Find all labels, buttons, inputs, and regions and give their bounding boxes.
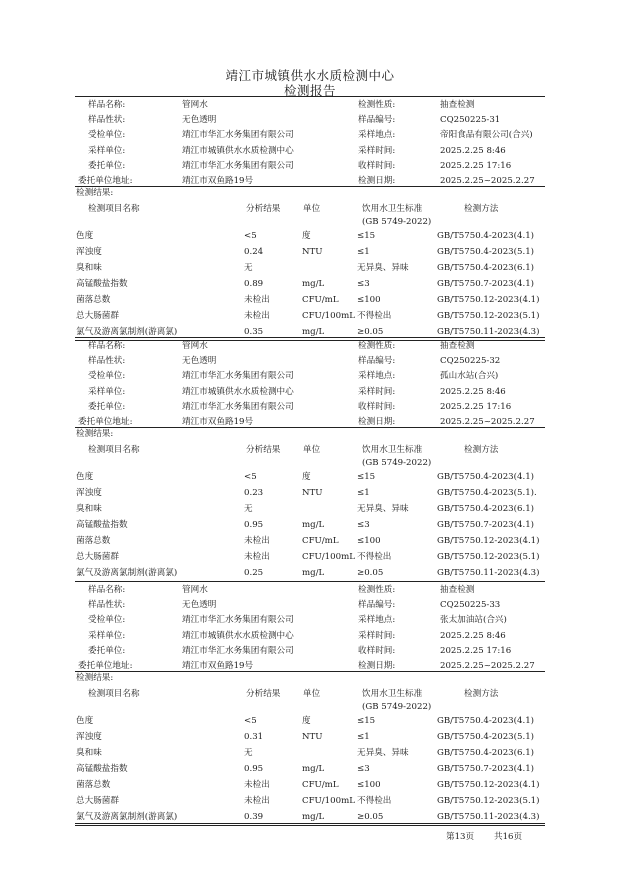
cell-method: GB/T5750.7-2023(4.1) (437, 520, 535, 530)
cell-result: 未检出 (244, 536, 270, 546)
cell-unit: CFU/mL (302, 780, 339, 790)
field-value-sample-name: 管网水 (182, 100, 208, 110)
field-value-sampling-unit: 靖江市城镇供水水质检测中心 (182, 630, 294, 641)
field-label-test-date: 检测日期: (358, 661, 396, 671)
field-label-client: 委托单位: (88, 401, 126, 412)
section-info-rule (75, 186, 545, 187)
field-value-sampling-site: 张太加油站(合兴) (440, 615, 507, 626)
cell-standard: ≤100 (357, 536, 381, 546)
cell-item: 色度 (76, 231, 94, 241)
col-header-method: 检测方法 (464, 689, 499, 699)
field-label-sample-no: 样品编号: (358, 356, 396, 367)
cell-unit: 度 (302, 231, 311, 241)
field-label-tested-unit: 受检单位: (88, 130, 126, 141)
field-label-test-date: 检测日期: (358, 176, 396, 186)
field-label-tested-unit: 受检单位: (88, 371, 126, 382)
cell-result: 无 (244, 504, 253, 514)
cell-item: 总大肠菌群 (76, 796, 119, 806)
cell-result: 0.95 (244, 520, 264, 530)
cell-unit: CFU/100mL (302, 796, 355, 806)
cell-unit: mg/L (302, 568, 325, 578)
cell-method: GB/T5750.12-2023(4.1) (437, 295, 540, 305)
cell-unit: CFU/100mL (302, 552, 355, 562)
cell-result: 未检出 (244, 295, 270, 305)
cell-unit: mg/L (302, 764, 325, 774)
cell-unit: CFU/mL (302, 536, 339, 546)
results-label: 检测结果: (76, 188, 114, 198)
field-label-client-address: 委托单位地址: (78, 176, 133, 186)
col-header-standard: 饮用水卫生标准 (362, 445, 423, 455)
field-label-sampling-site: 采样地点: (358, 615, 396, 626)
col-header-item: 检测项目名称 (88, 445, 140, 455)
field-value-client-address: 靖江市双鱼路19号 (182, 176, 254, 186)
field-value-sampling-unit: 靖江市城镇供水水质检测中心 (182, 386, 294, 397)
field-label-client: 委托单位: (88, 645, 126, 656)
cell-unit: mg/L (302, 279, 325, 289)
field-label-test-nature: 检测性质: (358, 100, 396, 110)
col-header-unit: 单位 (303, 204, 321, 214)
cell-result: 0.89 (244, 279, 264, 289)
cell-unit: NTU (302, 247, 323, 257)
field-label-sample-state: 样品性状: (88, 115, 126, 126)
col-header-unit: 单位 (303, 445, 321, 455)
col-header-method: 检测方法 (464, 204, 499, 214)
field-value-test-date: 2025.2.25~2025.2.27 (440, 176, 535, 186)
section-bottom-rule (75, 825, 545, 826)
section-top-rule (75, 337, 545, 338)
cell-item: 总大肠菌群 (76, 311, 119, 321)
col-header-standard-sub: (GB 5749-2022) (362, 458, 432, 468)
field-value-sampling-time: 2025.2.25 8:46 (440, 145, 506, 156)
cell-method: GB/T5750.7-2023(4.1) (437, 279, 535, 289)
field-label-tested-unit: 受检单位: (88, 615, 126, 626)
section-top-rule (75, 581, 545, 582)
field-value-test-nature: 抽查检测 (440, 341, 475, 351)
cell-item: 菌落总数 (76, 295, 111, 305)
section-top-rule (75, 96, 545, 97)
cell-method: GB/T5750.7-2023(4.1) (437, 764, 535, 774)
cell-unit: NTU (302, 732, 323, 742)
field-value-sample-no: CQ250225-31 (440, 115, 501, 126)
field-value-sample-state: 无色透明 (182, 600, 217, 611)
field-value-test-nature: 抽查检测 (440, 100, 475, 110)
cell-standard: ≤100 (357, 780, 381, 790)
cell-unit: mg/L (302, 812, 325, 822)
field-label-sampling-site: 采样地点: (358, 371, 396, 382)
section-info-rule (75, 671, 545, 672)
report-title: 靖江市城镇供水水质检测中心 (225, 68, 395, 83)
cell-result: <5 (244, 472, 257, 482)
cell-result: 未检出 (244, 796, 270, 806)
cell-result: <5 (244, 716, 257, 726)
field-label-client-address: 委托单位地址: (78, 661, 133, 671)
cell-item: 色度 (76, 716, 94, 726)
cell-item: 菌落总数 (76, 780, 111, 790)
cell-item: 浑浊度 (76, 732, 102, 742)
results-label: 检测结果: (76, 429, 114, 439)
cell-item: 浑浊度 (76, 247, 102, 257)
cell-standard: ≤15 (357, 231, 376, 241)
field-value-sampling-time: 2025.2.25 8:46 (440, 630, 506, 641)
footer-rule (75, 823, 545, 824)
field-label-receive-time: 收样时间: (358, 160, 396, 171)
cell-method: GB/T5750.4-2023(6.1) (437, 504, 535, 514)
cell-standard: ≥0.05 (357, 568, 384, 578)
field-value-sampling-unit: 靖江市城镇供水水质检测中心 (182, 145, 294, 156)
field-value-receive-time: 2025.2.25 17:16 (440, 401, 512, 412)
cell-unit: CFU/100mL (302, 311, 355, 321)
cell-unit: NTU (302, 488, 323, 498)
cell-standard: ≤1 (357, 488, 370, 498)
cell-standard: ≤15 (357, 472, 376, 482)
col-header-standard-sub: (GB 5749-2022) (362, 702, 432, 712)
page-total: 共16页 (494, 832, 523, 842)
field-label-receive-time: 收样时间: (358, 401, 396, 412)
cell-standard: ≤3 (357, 764, 370, 774)
cell-standard: ≥0.05 (357, 812, 384, 822)
section-info-rule (75, 427, 545, 428)
field-label-sample-name: 样品名称: (88, 585, 126, 595)
cell-item: 氯气及游离氯制剂(游离氯) (76, 812, 178, 822)
field-value-client: 靖江市华汇水务集团有限公司 (182, 401, 294, 412)
cell-result: 无 (244, 748, 253, 758)
cell-standard: 无异臭、异味 (357, 748, 409, 758)
col-header-standard: 饮用水卫生标准 (362, 204, 423, 214)
field-label-sample-name: 样品名称: (88, 341, 126, 351)
cell-result: <5 (244, 231, 257, 241)
cell-method: GB/T5750.12-2023(5.1) (437, 311, 540, 321)
cell-item: 高锰酸盐指数 (76, 764, 128, 774)
cell-method: GB/T5750.12-2023(5.1) (437, 796, 540, 806)
cell-standard: 无异臭、异味 (357, 263, 409, 273)
cell-method: GB/T5750.12-2023(5.1) (437, 552, 540, 562)
field-value-sample-state: 无色透明 (182, 356, 217, 367)
field-value-tested-unit: 靖江市华汇水务集团有限公司 (182, 615, 294, 626)
field-label-sampling-site: 采样地点: (358, 130, 396, 141)
field-label-sampling-time: 采样时间: (358, 630, 396, 641)
cell-result: 0.35 (244, 327, 264, 337)
cell-standard: ≤100 (357, 295, 381, 305)
field-value-receive-time: 2025.2.25 17:16 (440, 160, 512, 171)
results-label: 检测结果: (76, 673, 114, 683)
cell-item: 臭和味 (76, 263, 102, 273)
field-label-test-nature: 检测性质: (358, 341, 396, 351)
cell-item: 氯气及游离氯制剂(游离氯) (76, 568, 178, 578)
page-number: 第13页 (446, 832, 475, 842)
cell-result: 未检出 (244, 780, 270, 790)
field-value-tested-unit: 靖江市华汇水务集团有限公司 (182, 130, 294, 141)
field-label-sampling-unit: 采样单位: (88, 386, 126, 397)
field-value-sample-state: 无色透明 (182, 115, 217, 126)
field-value-client-address: 靖江市双鱼路19号 (182, 661, 254, 671)
cell-method: GB/T5750.4-2023(4.1) (437, 716, 535, 726)
field-value-sample-no: CQ250225-33 (440, 600, 501, 611)
cell-method: GB/T5750.11-2023(4.3) (437, 327, 540, 337)
field-label-sample-no: 样品编号: (358, 600, 396, 611)
col-header-item: 检测项目名称 (88, 204, 140, 214)
field-value-sampling-site: 帝阳食品有限公司(合兴) (440, 130, 533, 141)
field-value-client: 靖江市华汇水务集团有限公司 (182, 160, 294, 171)
cell-result: 无 (244, 263, 253, 273)
cell-result: 0.95 (244, 764, 264, 774)
field-label-receive-time: 收样时间: (358, 645, 396, 656)
cell-item: 高锰酸盐指数 (76, 279, 128, 289)
field-value-sampling-time: 2025.2.25 8:46 (440, 386, 506, 397)
field-label-test-nature: 检测性质: (358, 585, 396, 595)
cell-result: 0.31 (244, 732, 264, 742)
col-header-item: 检测项目名称 (88, 689, 140, 699)
cell-item: 浑浊度 (76, 488, 102, 498)
cell-standard: ≤1 (357, 732, 370, 742)
cell-result: 0.25 (244, 568, 264, 578)
cell-result: 未检出 (244, 311, 270, 321)
field-value-sample-name: 管网水 (182, 341, 208, 351)
col-header-standard-sub: (GB 5749-2022) (362, 217, 432, 227)
cell-method: GB/T5750.12-2023(4.1) (437, 780, 540, 790)
field-value-client-address: 靖江市双鱼路19号 (182, 417, 254, 427)
field-label-sampling-time: 采样时间: (358, 386, 396, 397)
field-label-sampling-unit: 采样单位: (88, 630, 126, 641)
cell-standard: ≤15 (357, 716, 376, 726)
cell-unit: mg/L (302, 520, 325, 530)
field-value-receive-time: 2025.2.25 17:16 (440, 645, 512, 656)
section-bottom-rule (75, 340, 545, 341)
cell-result: 未检出 (244, 552, 270, 562)
cell-standard: ≤3 (357, 279, 370, 289)
cell-method: GB/T5750.4-2023(4.1) (437, 472, 535, 482)
cell-item: 菌落总数 (76, 536, 111, 546)
cell-method: GB/T5750.4-2023(6.1) (437, 263, 535, 273)
field-label-sample-state: 样品性状: (88, 600, 126, 611)
cell-unit: 度 (302, 716, 311, 726)
cell-unit: 度 (302, 472, 311, 482)
field-value-sample-name: 管网水 (182, 585, 208, 595)
cell-item: 总大肠菌群 (76, 552, 119, 562)
col-header-result: 分析结果 (246, 445, 281, 455)
cell-item: 臭和味 (76, 748, 102, 758)
cell-method: GB/T5750.11-2023(4.3) (437, 568, 540, 578)
cell-method: GB/T5750.4-2023(4.1) (437, 231, 535, 241)
field-value-test-date: 2025.2.25~2025.2.27 (440, 661, 535, 671)
field-value-client: 靖江市华汇水务集团有限公司 (182, 645, 294, 656)
field-label-test-date: 检测日期: (358, 417, 396, 427)
field-value-test-date: 2025.2.25~2025.2.27 (440, 417, 535, 427)
col-header-result: 分析结果 (246, 689, 281, 699)
field-value-tested-unit: 靖江市华汇水务集团有限公司 (182, 371, 294, 382)
cell-result: 0.39 (244, 812, 264, 822)
field-label-sampling-unit: 采样单位: (88, 145, 126, 156)
cell-method: GB/T5750.12-2023(4.1) (437, 536, 540, 546)
field-label-client: 委托单位: (88, 160, 126, 171)
col-header-standard: 饮用水卫生标准 (362, 689, 423, 699)
cell-unit: mg/L (302, 327, 325, 337)
col-header-method: 检测方法 (464, 445, 499, 455)
report-subtitle: 检测报告 (283, 83, 336, 98)
cell-standard: 无异臭、异味 (357, 504, 409, 514)
cell-standard: ≥0.05 (357, 327, 384, 337)
col-header-result: 分析结果 (246, 204, 281, 214)
field-label-sampling-time: 采样时间: (358, 145, 396, 156)
field-value-sample-no: CQ250225-32 (440, 356, 501, 367)
field-label-sample-name: 样品名称: (88, 100, 126, 110)
field-label-sample-state: 样品性状: (88, 356, 126, 367)
cell-item: 色度 (76, 472, 94, 482)
cell-standard: 不得检出 (357, 796, 392, 806)
col-header-unit: 单位 (303, 689, 321, 699)
cell-item: 氯气及游离氯制剂(游离氯) (76, 327, 178, 337)
cell-method: GB/T5750.4-2023(6.1) (437, 748, 535, 758)
cell-method: GB/T5750.4-2023(5.1). (437, 488, 537, 498)
field-value-test-nature: 抽查检测 (440, 585, 475, 595)
cell-method: GB/T5750.4-2023(5.1) (437, 247, 535, 257)
cell-standard: 不得检出 (357, 311, 392, 321)
cell-result: 0.24 (244, 247, 264, 257)
cell-result: 0.23 (244, 488, 264, 498)
cell-item: 臭和味 (76, 504, 102, 514)
cell-unit: CFU/mL (302, 295, 339, 305)
field-label-sample-no: 样品编号: (358, 115, 396, 126)
cell-method: GB/T5750.11-2023(4.3) (437, 812, 540, 822)
cell-standard: ≤1 (357, 247, 370, 257)
cell-standard: 不得检出 (357, 552, 392, 562)
cell-standard: ≤3 (357, 520, 370, 530)
cell-item: 高锰酸盐指数 (76, 520, 128, 530)
field-label-client-address: 委托单位地址: (78, 417, 133, 427)
cell-method: GB/T5750.4-2023(5.1) (437, 732, 535, 742)
field-value-sampling-site: 孤山水站(合兴) (440, 371, 499, 382)
